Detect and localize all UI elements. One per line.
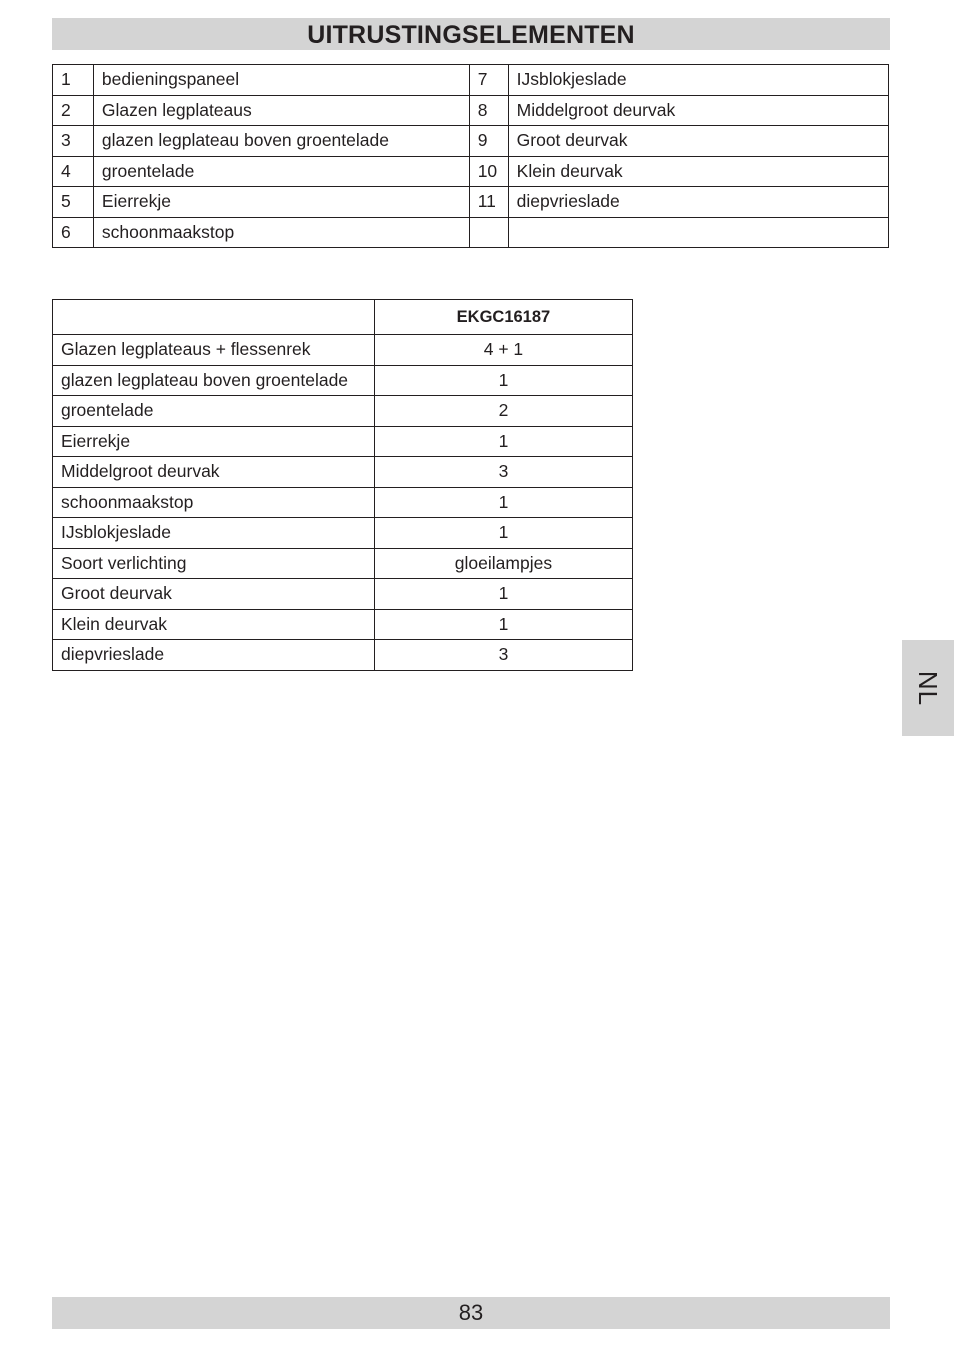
parts-row [53,126,889,157]
parts-legend-table [52,64,889,248]
spec-item-value: 1 [374,518,632,549]
parts-row [53,217,889,248]
spec-item-value: 2 [374,396,632,427]
spec-row [53,335,633,366]
spec-item-label: Middelgroot deurvak [53,457,375,488]
part-label: IJsblokjeslade [508,65,888,96]
part-number: 4 [53,156,94,187]
spec-row [53,487,633,518]
part-number: 11 [469,187,508,218]
part-number [469,217,508,248]
part-number: 3 [53,126,94,157]
spec-row [53,548,633,579]
spec-item-value: 1 [374,579,632,610]
part-label: Glazen legplateaus [93,95,469,126]
spec-row [53,426,633,457]
spec-item-value: gloeilampjes [374,548,632,579]
spec-header-empty [53,300,375,335]
spec-item-label: schoonmaakstop [53,487,375,518]
spec-item-value: 1 [374,609,632,640]
spec-item-value: 1 [374,365,632,396]
spec-item-value: 1 [374,487,632,518]
spec-row [53,365,633,396]
spec-item-value: 3 [374,457,632,488]
part-label: Middelgroot deurvak [508,95,888,126]
part-number: 6 [53,217,94,248]
spec-row [53,518,633,549]
part-label: glazen legplateau boven groentelade [93,126,469,157]
spec-row [53,457,633,488]
part-number: 1 [53,65,94,96]
part-label: Klein deurvak [508,156,888,187]
section-title-bar [52,18,890,50]
spec-row [53,396,633,427]
part-label: schoonmaakstop [93,217,469,248]
spec-model-header: EKGC16187 [374,300,632,335]
spec-item-label: IJsblokjeslade [53,518,375,549]
spec-row [53,579,633,610]
spec-row [53,640,633,671]
part-number: 5 [53,187,94,218]
part-label: bedieningspaneel [93,65,469,96]
spec-header-row [53,300,633,335]
page-number: 83 [458,1300,484,1325]
footer-bar [52,1297,890,1329]
spec-item-label: Eierrekje [53,426,375,457]
spec-item-label: diepvrieslade [53,640,375,671]
language-tab-label: NL [913,670,944,706]
language-tab [902,640,954,736]
spec-item-value: 1 [374,426,632,457]
spec-row [53,609,633,640]
part-number: 10 [469,156,508,187]
part-number: 7 [469,65,508,96]
equipment-spec-table [52,299,633,671]
parts-row [53,187,889,218]
parts-row [53,65,889,96]
parts-row [53,95,889,126]
part-label: Groot deurvak [508,126,888,157]
page-title: UITRUSTINGSELEMENTEN [307,21,635,49]
part-label: Eierrekje [93,187,469,218]
spec-item-label: groentelade [53,396,375,427]
spec-item-label: Klein deurvak [53,609,375,640]
part-label [508,217,888,248]
spec-item-label: Groot deurvak [53,579,375,610]
part-label: groentelade [93,156,469,187]
part-number: 8 [469,95,508,126]
parts-row [53,156,889,187]
spec-item-label: Glazen legplateaus + flessenrek [53,335,375,366]
spec-item-label: Soort verlichting [53,548,375,579]
spec-item-value: 4 + 1 [374,335,632,366]
part-number: 9 [469,126,508,157]
part-number: 2 [53,95,94,126]
spec-item-label: glazen legplateau boven groentelade [53,365,375,396]
part-label: diepvrieslade [508,187,888,218]
spec-item-value: 3 [374,640,632,671]
